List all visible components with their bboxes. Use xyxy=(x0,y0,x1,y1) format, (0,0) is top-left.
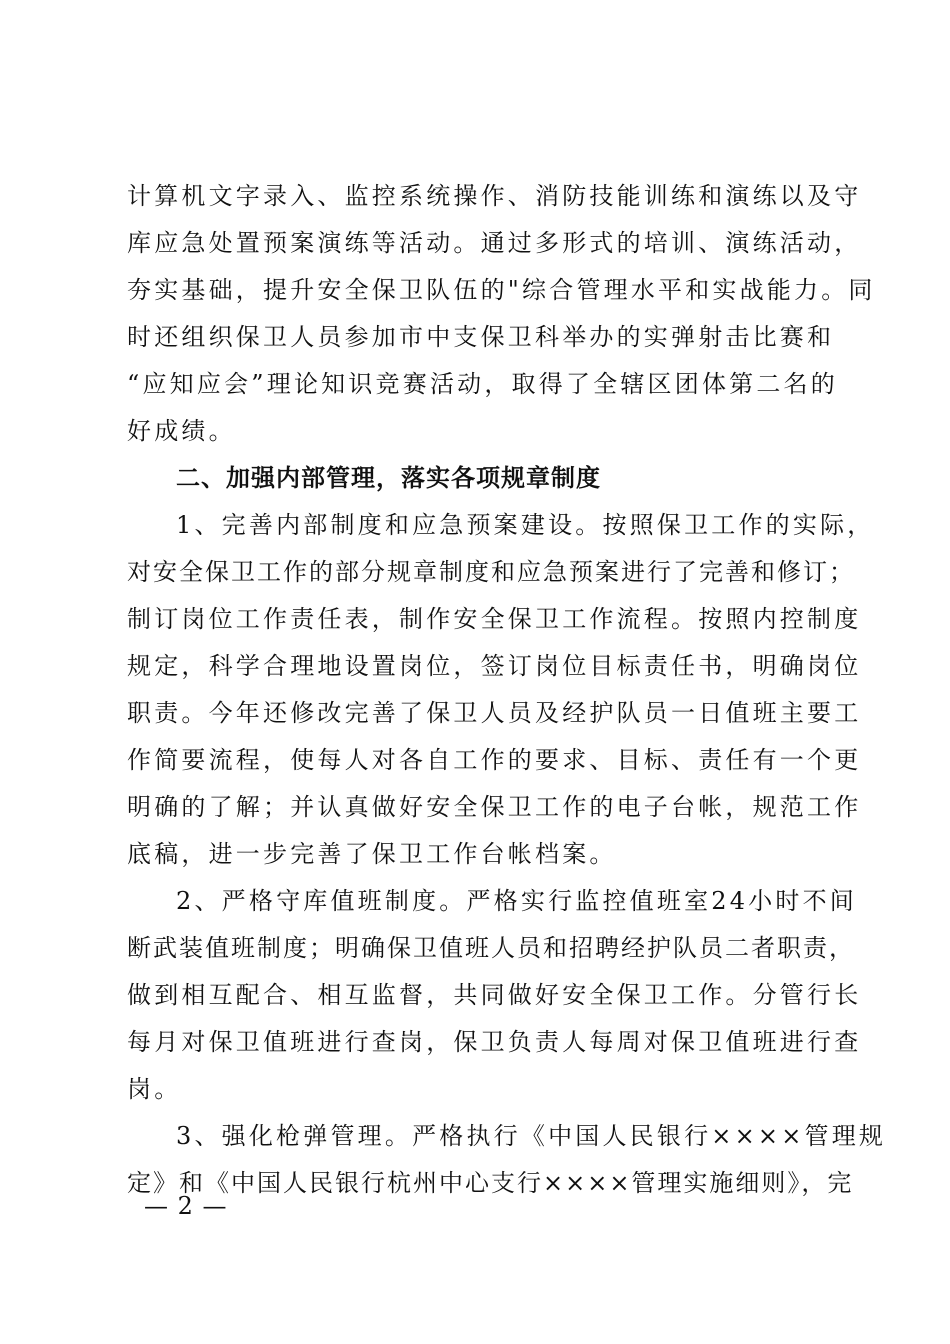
body-line: 好成绩。 xyxy=(127,417,236,445)
section-heading: 二、加强内部管理，落实各项规章制度 xyxy=(176,464,601,492)
body-line: 定》和《中国人民银行杭州中心支行××××管理实施细则》，完 xyxy=(127,1169,854,1197)
body-line: 制订岗位工作责任表，制作安全保卫工作流程。按照内控制度 xyxy=(127,605,862,633)
body-line: 底稿，进一步完善了保卫工作台帐档案。 xyxy=(127,840,617,868)
body-line: 2、严格守库值班制度。严格实行监控值班室24小时不间 xyxy=(176,887,858,915)
page-number: — 2 — xyxy=(144,1192,228,1220)
body-line: 夯实基础，提升安全保卫队伍的"综合管理水平和实战能力。同 xyxy=(127,276,876,304)
body-line: 作简要流程，使每人对各自工作的要求、目标、责任有一个更 xyxy=(127,746,862,774)
body-line: “应知应会”理论知识竞赛活动，取得了全辖区团体第二名的 xyxy=(127,370,838,398)
body-line: 每月对保卫值班进行查岗，保卫负责人每周对保卫值班进行查 xyxy=(127,1028,862,1056)
body-line: 做到相互配合、相互监督，共同做好安全保卫工作。分管行长 xyxy=(127,981,862,1009)
body-line: 库应急处置预案演练等活动。通过多形式的培训、演练活动， xyxy=(127,229,862,257)
body-line: 明确的了解；并认真做好安全保卫工作的电子台帐，规范工作 xyxy=(127,793,862,821)
body-line: 岗。 xyxy=(127,1075,182,1103)
body-line: 3、强化枪弹管理。严格执行《中国人民银行××××管理规 xyxy=(176,1122,887,1150)
body-line: 断武装值班制度；明确保卫值班人员和招聘经护队员二者职责， xyxy=(127,934,855,962)
body-line: 1、完善内部制度和应急预案建设。按照保卫工作的实际， xyxy=(176,511,875,539)
body-line: 计算机文字录入、监控系统操作、消防技能训练和演练以及守 xyxy=(127,182,862,210)
body-line: 对安全保卫工作的部分规章制度和应急预案进行了完善和修订； xyxy=(127,558,855,586)
body-line: 时还组织保卫人员参加市中支保卫科举办的实弹射击比赛和 xyxy=(127,323,835,351)
body-line: 规定，科学合理地设置岗位，签订岗位目标责任书，明确岗位 xyxy=(127,652,862,680)
body-line: 职责。今年还修改完善了保卫人员及经护队员一日值班主要工 xyxy=(127,699,862,727)
